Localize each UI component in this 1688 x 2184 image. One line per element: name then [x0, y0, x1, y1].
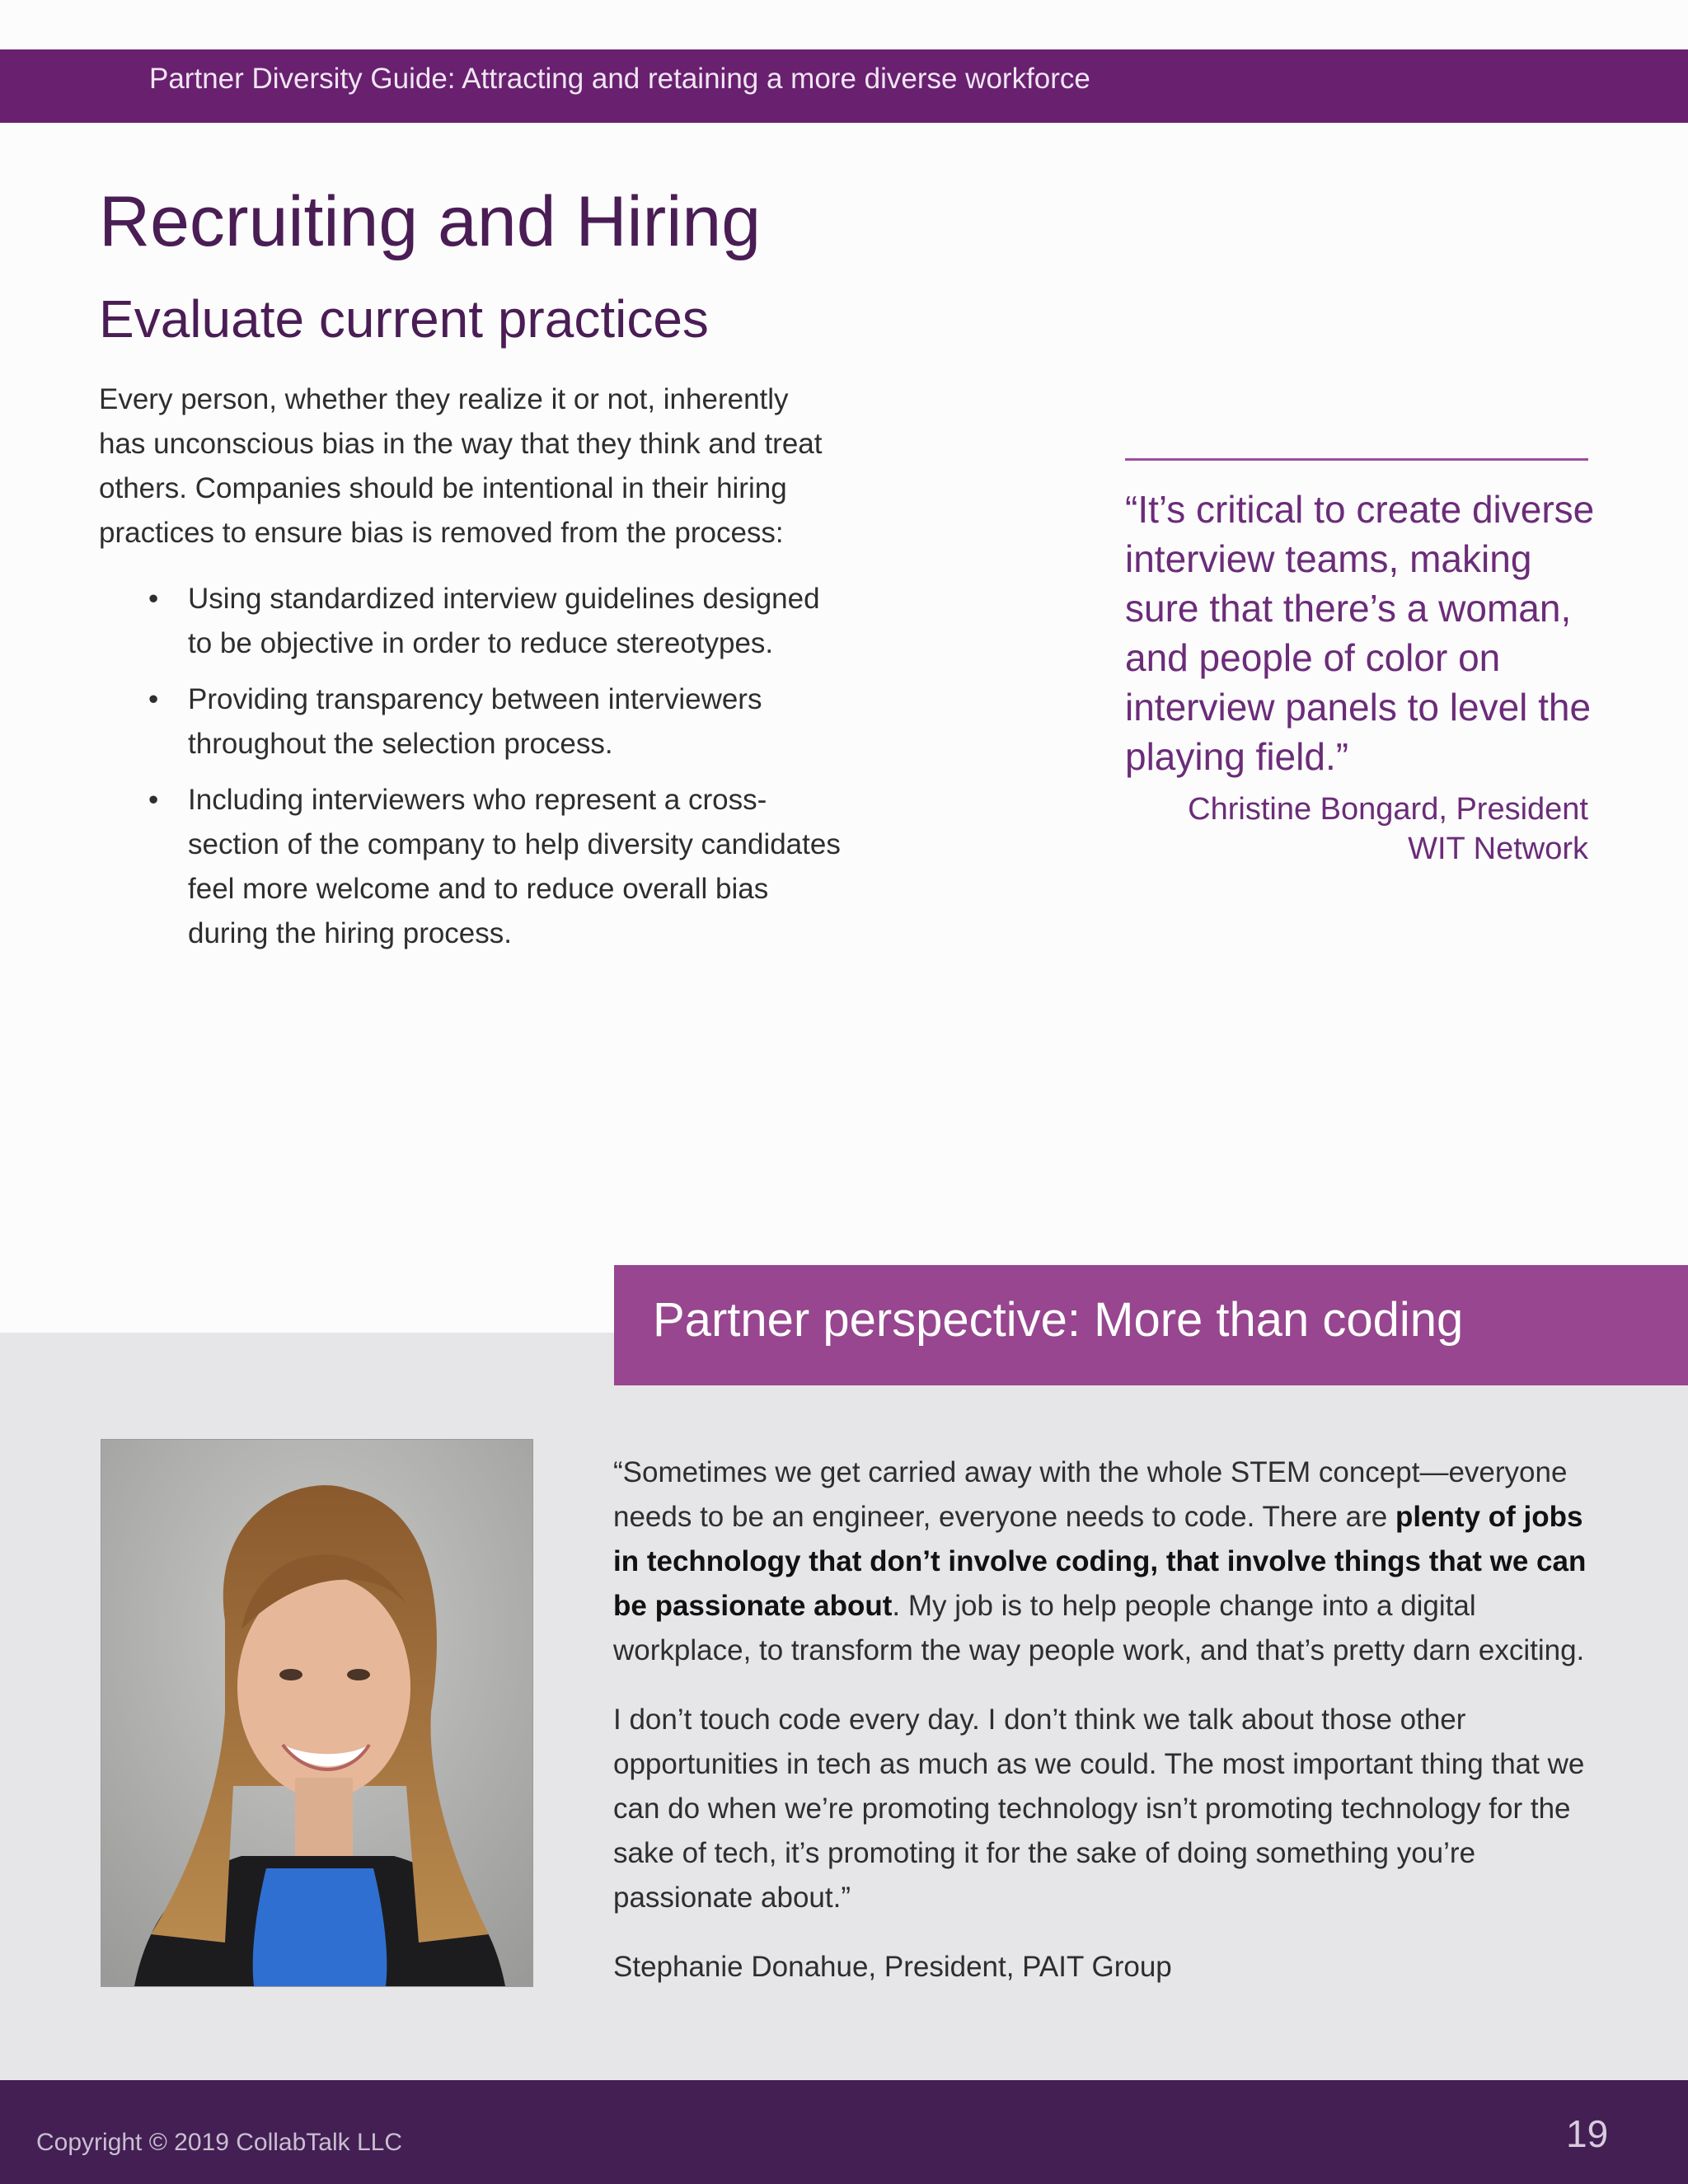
practices-list	[148, 577, 841, 968]
list-item-text: Including interviewers who represent a cross-section of the company to help diversity candidates feel more welcome and to reduce overall bias during the hiring process.	[188, 784, 841, 949]
bullet-icon: •	[148, 784, 159, 816]
intro-paragraph: Every person, whether they realize it or not, inherently has unconscious bias in the way that they think and treat others. Companies should be intentional in their hiring practices to ensure bias is removed from the process:	[99, 383, 823, 549]
partner-perspective-title: Partner perspective: More than coding	[653, 1293, 1464, 1347]
quote-text-start: “Sometimes we get carried away with the whole STEM concept—everyone needs to be an engineer, everyone needs to code. There are	[613, 1456, 1568, 1533]
quote-emphasis: plenty of jobs in technology that don’t involve coding, that involve things that we can be passionate about	[613, 1501, 1587, 1622]
partner-perspective-banner	[614, 1265, 1688, 1385]
partner-quote-attribution: Stephanie Donahue, President, PAIT Group	[613, 1951, 1172, 1983]
list-item-text: Using standardized interview guidelines designed to be objective in order to reduce stereotypes.	[188, 583, 820, 659]
partner-quote-paragraph	[613, 1451, 1594, 1673]
page-number: 19	[1566, 2112, 1609, 2155]
list-item-text: Providing transparency between interviewers throughout the selection process.	[188, 683, 762, 760]
attribution-organization: WIT Network	[1408, 832, 1588, 866]
list-item	[148, 577, 841, 666]
copyright-notice: Copyright © 2019 CollabTalk LLC	[36, 2129, 403, 2156]
partner-quote	[613, 1451, 1594, 2014]
quote-text-end: . My job is to help people change into a digital workplace, to transform the way people work, and that’s pretty darn exciting.	[613, 1590, 1585, 1666]
list-item	[148, 677, 841, 766]
page-title: Recruiting and Hiring	[99, 182, 762, 261]
bullet-icon: •	[148, 683, 159, 715]
quote-divider	[1125, 458, 1588, 461]
partner-quote-paragraph: I don’t touch code every day. I don’t think we talk about those other opportunities in tech as much as we could. The most important thing that we can do when we’re promoting technology isn’t promoting technology for the sake of tech, it’s promoting it for the sake of doing something you’re passionate about.”	[613, 1704, 1585, 1914]
portrait-photo	[101, 1439, 533, 1987]
list-item	[148, 778, 841, 956]
document-header-title: Partner Diversity Guide: Attracting and retaining a more diverse workforce	[149, 63, 1090, 95]
section-heading: Evaluate current practices	[99, 289, 709, 349]
pull-quote-attribution	[1071, 790, 1588, 869]
bullet-icon: •	[148, 583, 159, 615]
pull-quote: “It’s critical to create diverse interview teams, making sure that there’s a woman, and people of color on interview panels to level the playing field.”	[1125, 488, 1595, 778]
attribution-name: Christine Bongard, President	[1188, 792, 1588, 827]
